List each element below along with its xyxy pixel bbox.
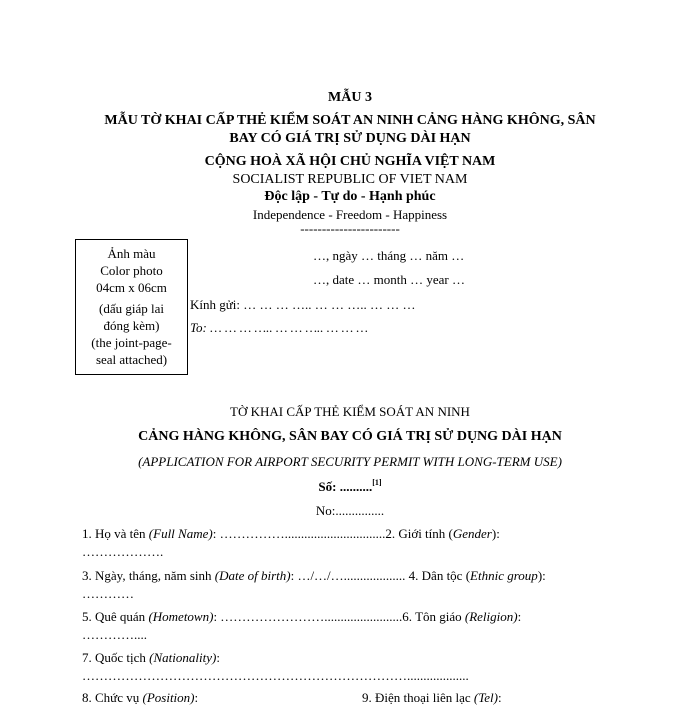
field-hometown-religion[interactable] (82, 609, 521, 625)
recipient-line-en (190, 320, 368, 336)
input-nationality[interactable]: …………………………………………………………………................... (82, 668, 469, 683)
recipient-field-en[interactable]: … … … ….. … … ….. … … … (206, 320, 368, 335)
recipient-label-en: To: (190, 320, 207, 335)
label-tel-en: (Tel) (473, 690, 498, 705)
footnote-marker: [1] (372, 478, 382, 487)
label-position-en: (Position) (142, 690, 195, 705)
form-number: MẪU 3 (328, 90, 372, 105)
field-tel[interactable] (362, 690, 502, 706)
field-position[interactable] (82, 690, 198, 706)
form-title-line2: BAY CÓ GIÁ TRỊ SỬ DỤNG DÀI HẠN (229, 131, 471, 146)
photo-label-line1: Ảnh màu (107, 246, 156, 261)
header-divider: ----------------------- (300, 221, 400, 236)
label-nationality: 7. Quốc tịch (82, 650, 150, 665)
declaration-title-vi-2: CẢNG HÀNG KHÔNG, SÂN BAY CÓ GIÁ TRỊ SỬ DỤNG DÀI HẠN (138, 429, 562, 444)
label-ethnic-end: ): (537, 568, 546, 583)
input-full-name[interactable]: : ……………...............................2. Giới tính ( (212, 526, 453, 541)
label-religion-en: (Religion) (464, 609, 518, 624)
photo-placeholder-box (75, 239, 188, 375)
input-dob[interactable]: : …/…/…................... 4. Dân tộc ( (290, 568, 471, 583)
input-gender[interactable]: ………………. (82, 544, 164, 559)
photo-label-line2: Color photo (100, 263, 163, 278)
so-number-field[interactable]: Số: .......... (318, 479, 373, 494)
country-name-en: SOCIALIST REPUBLIC OF VIET NAM (232, 172, 468, 187)
label-nationality-en: (Nationality) (149, 650, 217, 665)
country-name-vi: CỘNG HOÀ XÃ HỘI CHỦ NGHĨA VIỆT NAM (204, 154, 496, 169)
label-gender-end: ): (491, 526, 500, 541)
label-tel-end: : (498, 690, 502, 705)
declaration-title-en: (APPLICATION FOR AIRPORT SECURITY PERMIT WITH LONG-TERM USE) (138, 454, 562, 469)
motto-vi: Độc lập - Tự do - Hạnh phúc (264, 189, 436, 204)
field-full-name-gender[interactable] (82, 526, 500, 542)
recipient-label-vi: Kính gửi: (190, 297, 241, 312)
date-line-en: …, date … month … year … (313, 272, 465, 287)
label-hometown-en: (Hometown) (148, 609, 214, 624)
label-tel: 9. Điện thoại liên lạc (362, 690, 474, 705)
photo-label-line4: (dấu giáp lai (99, 301, 164, 316)
declaration-title-vi-1: TỜ KHAI CẤP THẺ KIỂM SOÁT AN NINH (230, 404, 470, 419)
photo-label-line6: (the joint-page- (91, 335, 172, 350)
photo-label-line7: seal attached) (95, 352, 168, 367)
label-ethnic-en: Ethnic group (470, 568, 538, 583)
input-religion[interactable]: ………….... (82, 627, 147, 642)
label-dob: 3. Ngày, tháng, năm sinh (82, 568, 215, 583)
label-religion-end: : (517, 609, 522, 624)
field-nationality[interactable] (82, 650, 220, 666)
label-hometown: 5. Quê quán (82, 609, 149, 624)
motto-en: Independence - Freedom - Happiness (252, 207, 448, 222)
no-number-field[interactable]: No:............... (315, 503, 385, 518)
label-nationality-end: : (216, 650, 220, 665)
label-full-name-en: (Full Name) (148, 526, 213, 541)
photo-label-line3: 04cm x 06cm (96, 280, 167, 295)
label-full-name: 1. Họ và tên (82, 526, 149, 541)
date-line-vi: …, ngày … tháng … năm … (313, 248, 465, 263)
recipient-line-vi (190, 297, 416, 313)
label-dob-en: (Date of birth) (214, 568, 291, 583)
label-gender-en: Gender (452, 526, 492, 541)
photo-label-line5: đóng kèm) (103, 318, 160, 333)
field-dob-ethnic[interactable] (82, 568, 546, 584)
label-position: 8. Chức vụ (82, 690, 143, 705)
recipient-field-vi[interactable]: … … … ….. … … ….. … … … (240, 297, 416, 312)
label-position-end: : (194, 690, 199, 705)
form-title-line1: MẪU TỜ KHAI CẤP THẺ KIỂM SOÁT AN NINH CẢNG HÀNG KHÔNG, SÂN (104, 113, 596, 128)
input-ethnic-group[interactable]: ………… (82, 586, 134, 601)
so-number-line (0, 479, 700, 495)
input-hometown[interactable]: : ……………………........................6. Tôn giáo (213, 609, 465, 624)
